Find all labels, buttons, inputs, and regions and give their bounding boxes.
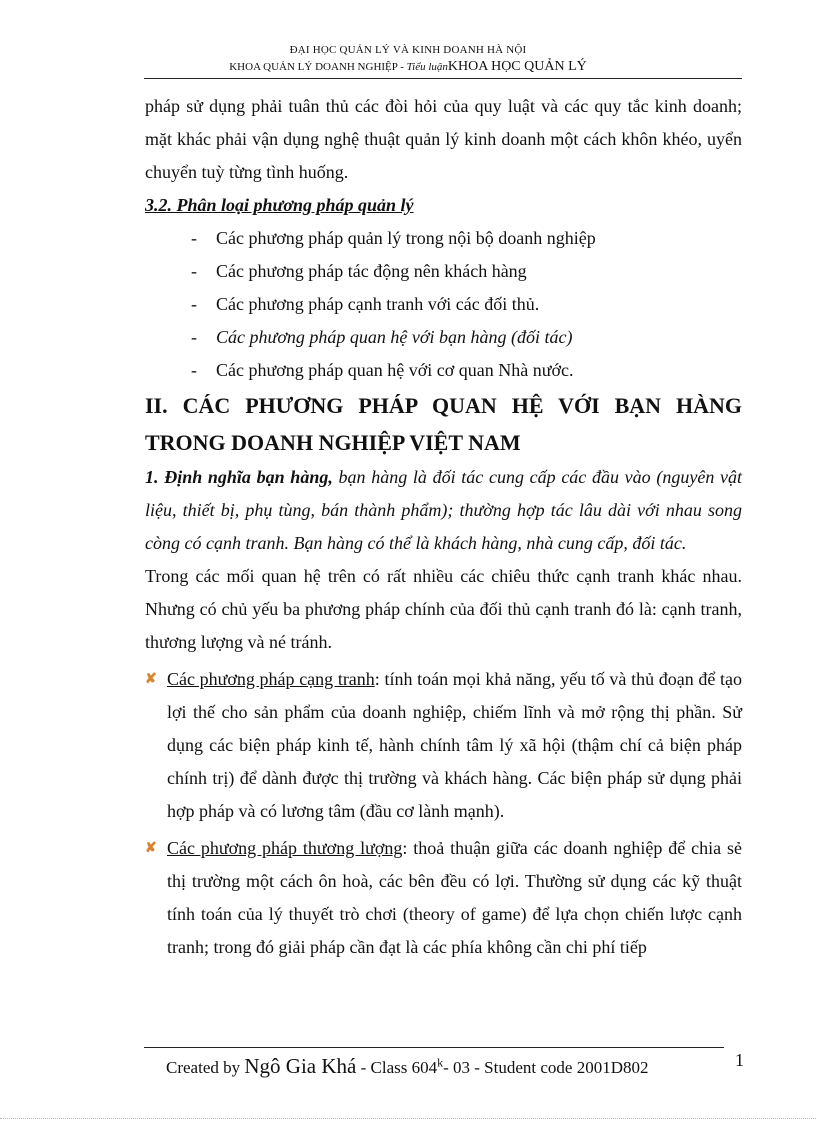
- bullet-term: Các phương pháp cạng tranh: [167, 669, 375, 689]
- list-item-text: Các phương pháp quan hệ với bạn hàng (đối tác): [216, 327, 573, 347]
- footer-divider: [144, 1047, 724, 1048]
- list-item: [145, 255, 742, 288]
- bullet-text: : thoả thuận giữa các doanh nghiệp để chia sẻ thị trường một cách ôn hoà, các bên đều có lợi. Thường sử dụng các kỹ thuật tính toán của lý thuyết trò chơi (theory of game) để lựa chọn chiến lược cạnh tranh; trong đó giải pháp cần đạt là các phía không cần chi phí tiếp: [167, 838, 742, 957]
- header-divider: [144, 78, 742, 79]
- list-item: [145, 354, 742, 387]
- list-item-text: Các phương pháp quan hệ với cơ quan Nhà nước.: [216, 360, 574, 380]
- header-university: ĐẠI HỌC QUẢN LÝ VÀ KINH DOANH HÀ NỘI: [289, 44, 527, 56]
- dash-marker: -: [191, 228, 197, 248]
- list-item: [145, 222, 742, 255]
- chapter-heading: II. CÁC PHƯƠNG PHÁP QUAN HỆ VỚI BẠN HÀNG TRONG DOANH NGHIỆP VIỆT NAM: [145, 393, 742, 455]
- list-item: [145, 321, 742, 354]
- footer-student-code: - 03 - Student code 2001D802: [443, 1058, 649, 1077]
- cross-bullet-icon: ✘: [145, 841, 157, 856]
- header-essay-label: Tiểu luận: [406, 61, 448, 73]
- header-course-title: KHOA HỌC QUẢN LÝ: [447, 59, 587, 74]
- dash-marker: -: [191, 261, 197, 281]
- intro-paragraph: pháp sử dụng phải tuân thủ các đòi hỏi của quy luật và các quy tắc kinh doanh; mặt khác phải vận dụng nghệ thuật quản lý kinh doanh một cách khôn khéo, uyển chuyển tuỳ từng tình huống.: [145, 96, 742, 182]
- competition-paragraph: Trong các mối quan hệ trên có rất nhiều các chiêu thức cạnh tranh khác nhau. Nhưng có chủ yếu ba phương pháp chính của đối thủ cạnh tranh đó là: cạnh tranh, thương lượng và né tránh.: [145, 566, 742, 652]
- definition-term: 1. Định nghĩa bạn hàng,: [145, 467, 333, 487]
- section-title: 3.2. Phân loại phương pháp quản lý: [145, 195, 414, 215]
- cross-bullet-icon: ✘: [145, 672, 157, 687]
- header-faculty: [0, 59, 816, 75]
- header-faculty-prefix: KHOA QUẢN LÝ DOANH NGHIỆP -: [229, 61, 407, 73]
- footer-class: - Class 604: [356, 1058, 438, 1077]
- list-item-text: Các phương pháp tác động nên khách hàng: [216, 261, 527, 281]
- dash-marker: -: [191, 294, 197, 314]
- dash-marker: -: [191, 327, 197, 347]
- list-item-text: Các phương pháp cạnh tranh với các đối thủ.: [216, 294, 540, 314]
- footer-credit: [166, 1054, 648, 1079]
- document-body: [145, 90, 742, 964]
- footer-class-sup: k: [437, 1055, 444, 1070]
- bullet-item: [145, 663, 742, 828]
- bullet-item: [145, 832, 742, 964]
- list-item: [145, 288, 742, 321]
- footer-author-name: Ngô Gia Khá: [244, 1054, 357, 1078]
- definition-text: bạn hàng là đối tác cung cấp các đầu vào (nguyên vật liệu, thiết bị, phụ tùng, bán thành phẩm); thường hợp tác lâu dài với nhau song còng có cạnh tranh. Bạn hàng có thể là khách hàng, nhà cung cấp, đối tác.: [145, 467, 743, 553]
- bullet-text: : tính toán mọi khả năng, yếu tố và thủ đoạn để tạo lợi thế cho sản phẩm của doanh nghiệp, chiếm lĩnh và mở rộng thị phần. Sử dụng các biện pháp kinh tế, hành chính tâm lý xã hội (thậm chí cả biện pháp chính trị) để dành được thị trường và khách hàng. Các biện pháp sử dụng phải hợp pháp và có lương tâm (đầu cơ lành mạnh).: [167, 669, 742, 821]
- definition-paragraph: [145, 461, 742, 560]
- footer-created-by: Created by: [166, 1058, 245, 1077]
- list-item-text: Các phương pháp quản lý trong nội bộ doanh nghiệp: [216, 228, 596, 248]
- bullet-term: Các phương pháp thương lượng: [167, 838, 403, 858]
- dash-marker: -: [191, 360, 197, 380]
- page-number: 1: [735, 1050, 744, 1070]
- page-bottom-border: [0, 1118, 816, 1119]
